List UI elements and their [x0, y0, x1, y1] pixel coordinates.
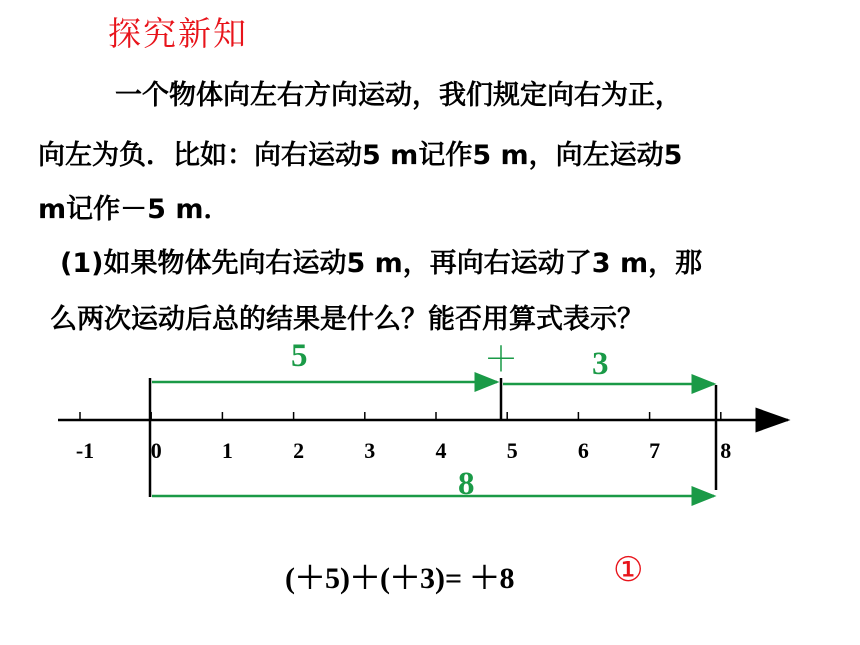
label-first-move: 5 — [291, 338, 308, 374]
equation-marker: ① — [613, 550, 644, 590]
tick-label: -1 — [75, 438, 95, 463]
tick-label: 4 — [435, 438, 447, 463]
tick-label: 2 — [293, 438, 305, 463]
section-title: 探究新知 — [108, 14, 248, 53]
plus-symbol: ＋ — [484, 340, 518, 380]
tick-label: 6 — [577, 438, 589, 463]
intro-line-2: 向左为负．比如：向右运动5 m记作5 m，向左运动5 — [38, 140, 683, 171]
intro-line-3: m记作－5 m． — [38, 194, 231, 225]
tick-label: 5 — [506, 438, 518, 463]
tick-label: 7 — [649, 438, 661, 463]
tick-label: 0 — [150, 438, 162, 463]
tick-label: 1 — [221, 438, 233, 463]
equation: (＋5)＋(＋3)= ＋8 — [285, 562, 515, 595]
label-second-move: 3 — [592, 346, 609, 382]
question-line-1: (1)如果物体先向右运动5 m，再向右运动了3 m，那 — [60, 248, 703, 279]
tick-label: 3 — [364, 438, 376, 463]
question-line-2: 么两次运动后总的结果是什么？能否用算式表示？ — [50, 304, 644, 335]
intro-line-1: 一个物体向左右方向运动，我们规定向右为正， — [115, 80, 682, 111]
label-total-move: 8 — [458, 466, 475, 502]
tick-label: 8 — [720, 438, 732, 463]
